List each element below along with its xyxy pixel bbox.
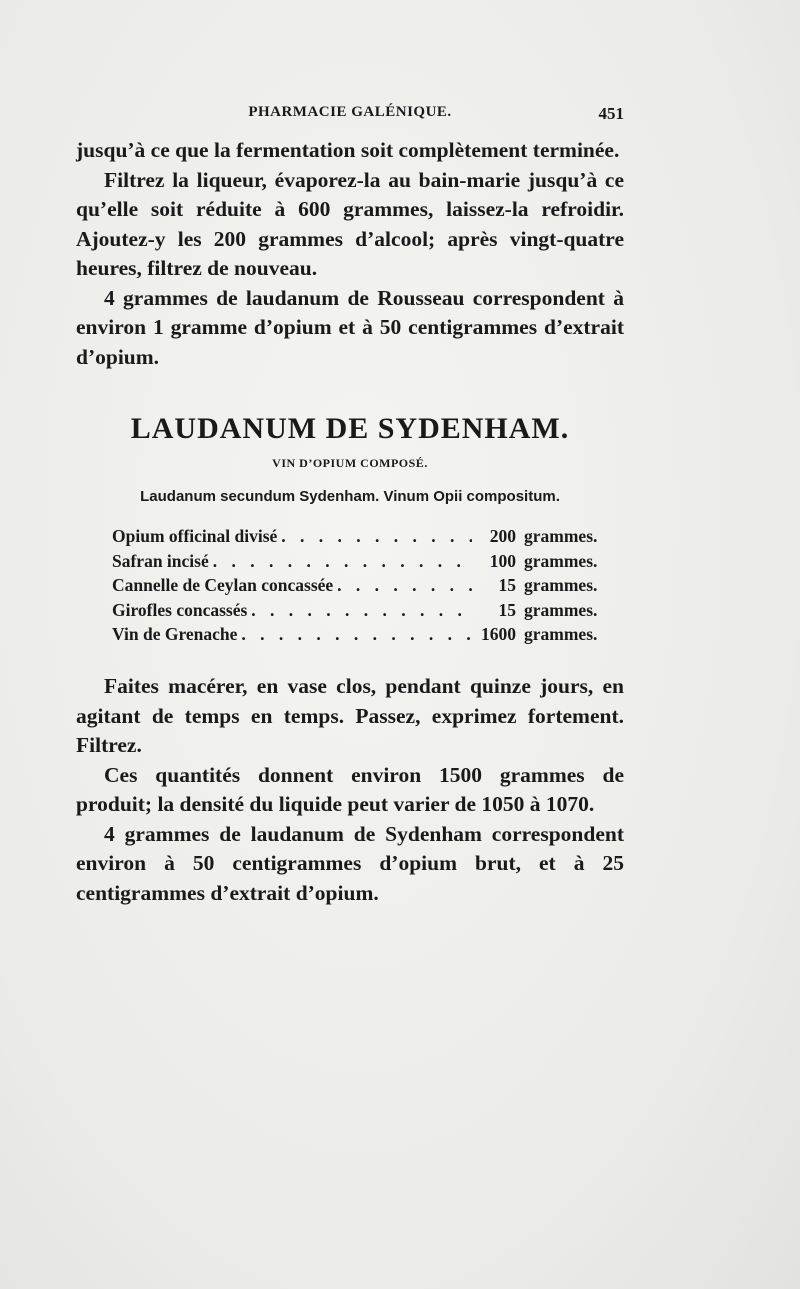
ingredient-name: Safran incisé (112, 550, 209, 571)
leader-dots (251, 600, 472, 621)
ingredient-quantity: 200 (489, 526, 516, 546)
ingredient-quantity: 15 (498, 599, 516, 620)
paragraph: 4 grammes de laudanum de Rousseau correspondent à environ 1 gramme d’opium et à 50 centigrammes d’extrait d’opium. (76, 285, 624, 369)
paragraph: 4 grammes de laudanum de Sydenham correspondent environ à 50 centigrammes d’opium brut, et à 25 centigrammes d’extrait d’opium. (76, 821, 624, 905)
leader-dots (337, 575, 472, 596)
ingredient-name: Cannelle de Ceylan concassée (112, 575, 334, 595)
leader-dots (281, 526, 472, 547)
paragraph: Filtrez la liqueur, évaporez-la au bain-marie jusqu’à ce qu’elle soit réduite à 600 grammes, laissez-la refroidir. Ajoutez-y les 200 grammes d’alcool; après vingt-quatre heures, filtrez de nouveau. (76, 167, 624, 280)
recipe-row (112, 600, 600, 625)
latin-title: Laudanum secundum Sydenham. Vinum Opii compositum. (140, 488, 560, 505)
recipe-row (112, 551, 600, 576)
running-head-title: PHARMACIE GALÉNIQUE. (248, 104, 452, 120)
paragraph: Ces quantités donnent environ 1500 grammes de produit; la densité du liquide peut varier de 1050 à 1070. (76, 762, 624, 816)
page-number: 451 (598, 104, 624, 123)
recipe-row (112, 526, 600, 551)
ingredient-unit: grammes. (524, 550, 598, 571)
text-block-top (76, 136, 624, 372)
ingredient-unit: grammes. (524, 599, 598, 620)
leader-dots (213, 551, 472, 572)
recipe-list (112, 526, 600, 649)
section-heading: LAUDANUM DE SYDENHAM. (130, 412, 570, 445)
ingredient-unit: grammes. (524, 624, 598, 644)
running-head (76, 104, 624, 128)
ingredient-name: Opium officinal divisé (112, 526, 278, 546)
ingredient-quantity: 15 (498, 575, 516, 595)
ingredient-name: Vin de Grenache (112, 624, 238, 644)
ingredient-unit: grammes. (524, 575, 598, 595)
text-block-bottom (76, 672, 624, 908)
section-subheading: VIN D’OPIUM COMPOSÉ. (272, 456, 428, 470)
paragraph: Faites macérer, en vase clos, pendant quinze jours, en agitant de temps en temps. Passez, exprimez fortement. Filtrez. (76, 674, 624, 757)
leader-dots (241, 624, 472, 645)
ingredient-unit: grammes. (524, 526, 598, 546)
ingredient-name: Girofles concassés (112, 599, 248, 620)
recipe-row (112, 624, 600, 649)
paragraph: jusqu’à ce que la fermentation soit complètement terminée. (76, 138, 620, 162)
ingredient-quantity: 100 (489, 550, 516, 571)
recipe-row (112, 575, 600, 600)
ingredient-quantity: 1600 (481, 624, 516, 644)
